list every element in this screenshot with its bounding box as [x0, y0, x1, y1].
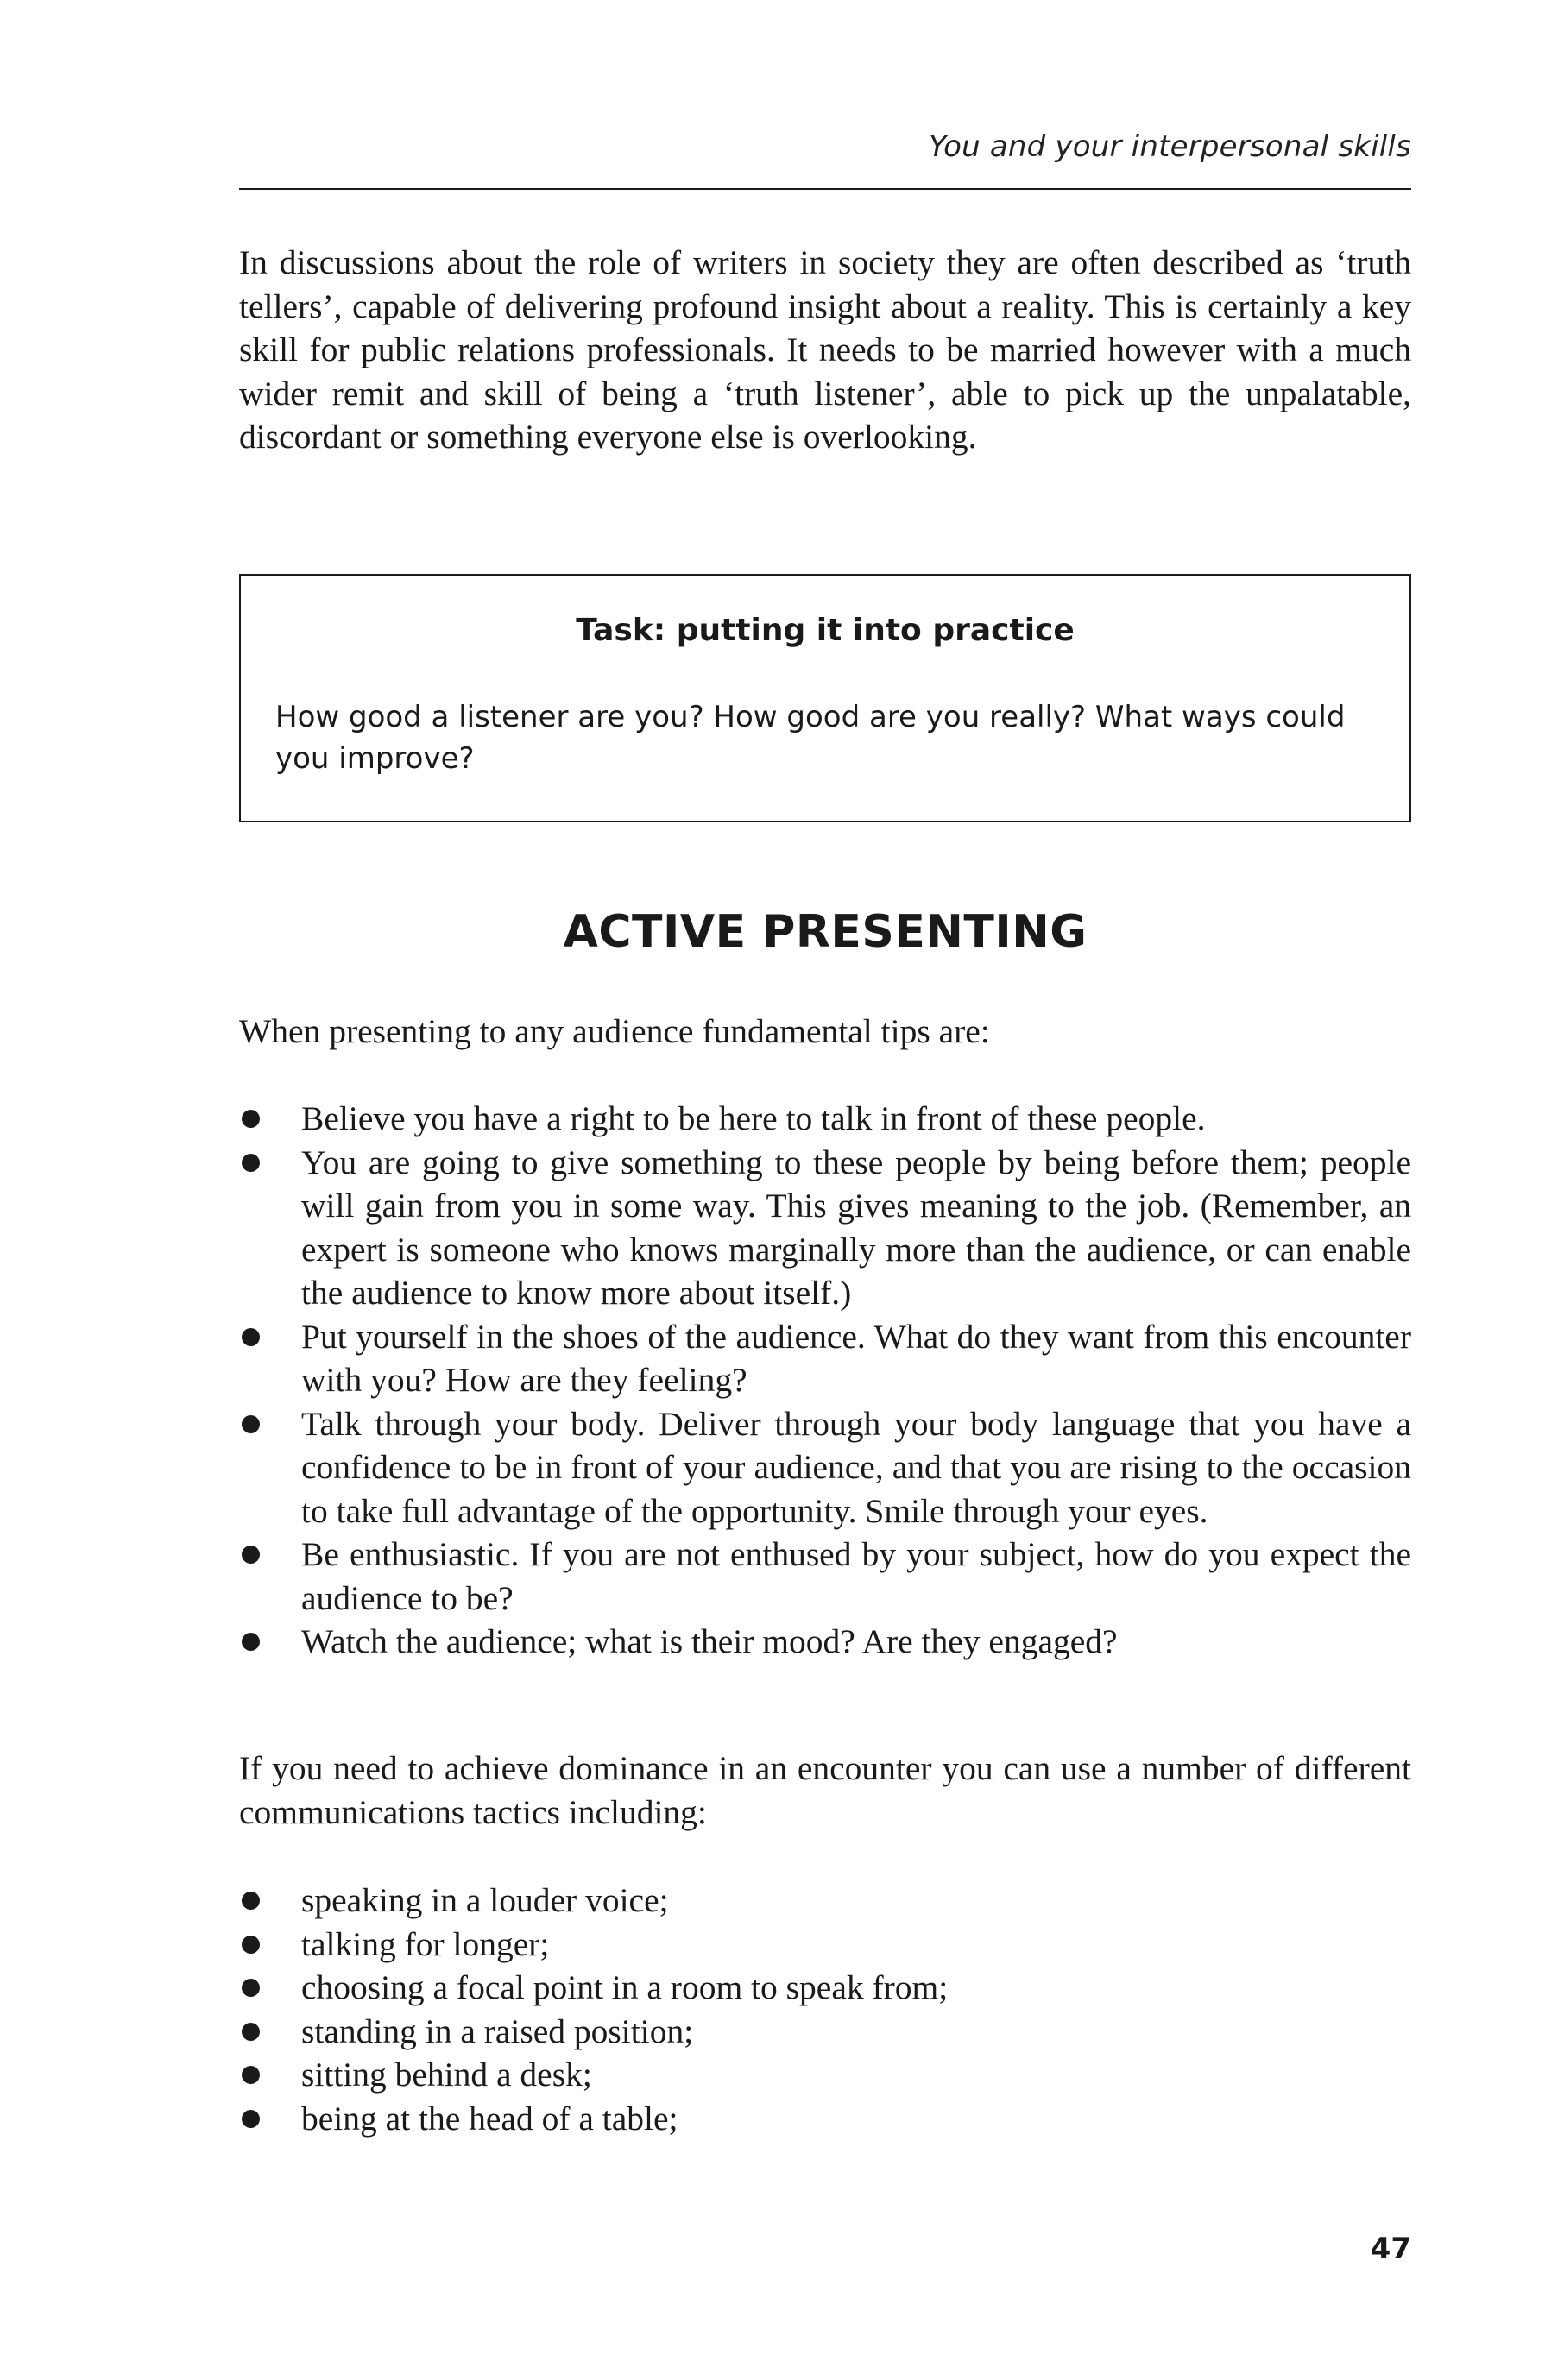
page-number: 47: [1370, 2232, 1411, 2266]
list-item-text: Watch the audience; what is their mood? Are they engaged?: [301, 1622, 1118, 1660]
task-box: [239, 574, 1411, 822]
list-item-text: sitting behind a desk;: [301, 2056, 592, 2094]
bullet-icon: [242, 2110, 260, 2128]
bullet-icon: [242, 1154, 260, 1172]
task-text: How good a listener are you? How good are you really? What ways could you improve?: [275, 700, 1346, 776]
bullet-icon: [242, 1892, 260, 1910]
bullet-icon: [242, 1110, 260, 1128]
list-item: [239, 2010, 1411, 2054]
list-item-text: being at the head of a table;: [301, 2099, 678, 2138]
list-item: [239, 2053, 1411, 2097]
presenting-tips-list: [239, 1097, 1411, 1664]
bullet-icon: [242, 2023, 260, 2041]
dominance-tactics-list: [239, 1879, 1411, 2140]
list-item: [239, 1620, 1411, 1664]
bullet-icon: [242, 1546, 260, 1564]
list-item-text: Put yourself in the shoes of the audience. What do they want from this encounter with you? How are they feeling?: [301, 1317, 1411, 1399]
list-item: [239, 2097, 1411, 2141]
list-item: [239, 1141, 1411, 1315]
dominance-lead-paragraph: If you need to achieve dominance in an encounter you can use a number of different communications tactics including:: [239, 1749, 1411, 1831]
list-item: [239, 1533, 1411, 1620]
bullet-icon: [242, 1328, 260, 1346]
list-item-text: talking for longer;: [301, 1924, 550, 1963]
bullet-icon: [242, 1633, 260, 1651]
list-item: [239, 1097, 1411, 1141]
list-item: [239, 1402, 1411, 1533]
list-item-text: standing in a raised position;: [301, 2012, 694, 2050]
list-item: [239, 1315, 1411, 1402]
list-item: [239, 1879, 1411, 1923]
task-title: Task: putting it into practice: [576, 613, 1075, 648]
bullet-icon: [242, 2066, 260, 2084]
intro-paragraph: In discussions about the role of writers in society they are often described as ‘truth tellers’, capable of delivering profound insight about a reality. This is certainly a key skill for public relations professionals. It needs to be married however with a much wider remit and skill of being a ‘truth listener’, able to pick up the unpalatable, discordant or something everyone else is overlooking.: [239, 243, 1411, 456]
presenting-lead-paragraph: When presenting to any audience fundamental tips are:: [239, 1012, 990, 1050]
bullet-icon: [242, 1415, 260, 1433]
list-item-text: You are going to give something to these people by being before them; people will gain from you in some way. This gives meaning to the job. (Remember, an expert is someone who knows marginally more than the audience, or can enable the audience to know more about itself.): [301, 1143, 1411, 1312]
book-page: [239, 0, 1411, 2380]
bullet-icon: [242, 1936, 260, 1954]
running-head: You and your interpersonal skills: [928, 129, 1411, 164]
list-item-text: Believe you have a right to be here to talk in front of these people.: [301, 1099, 1206, 1137]
list-item-text: Be enthusiastic. If you are not enthused by your subject, how do you expect the audience to be?: [301, 1535, 1411, 1617]
list-item: [239, 1966, 1411, 2010]
header-rule: [239, 188, 1411, 190]
list-item: [239, 1923, 1411, 1967]
list-item-text: choosing a focal point in a room to speak from;: [301, 1968, 949, 2006]
list-item-text: speaking in a louder voice;: [301, 1881, 669, 1919]
bullet-icon: [242, 1979, 260, 1997]
list-item-text: Talk through your body. Deliver through your body language that you have a confidence to be in front of your audience, and that you are rising to the occasion to take full advantage of the opportunity. Smile through your eyes.: [301, 1404, 1411, 1530]
section-heading: ACTIVE PRESENTING: [563, 906, 1088, 958]
